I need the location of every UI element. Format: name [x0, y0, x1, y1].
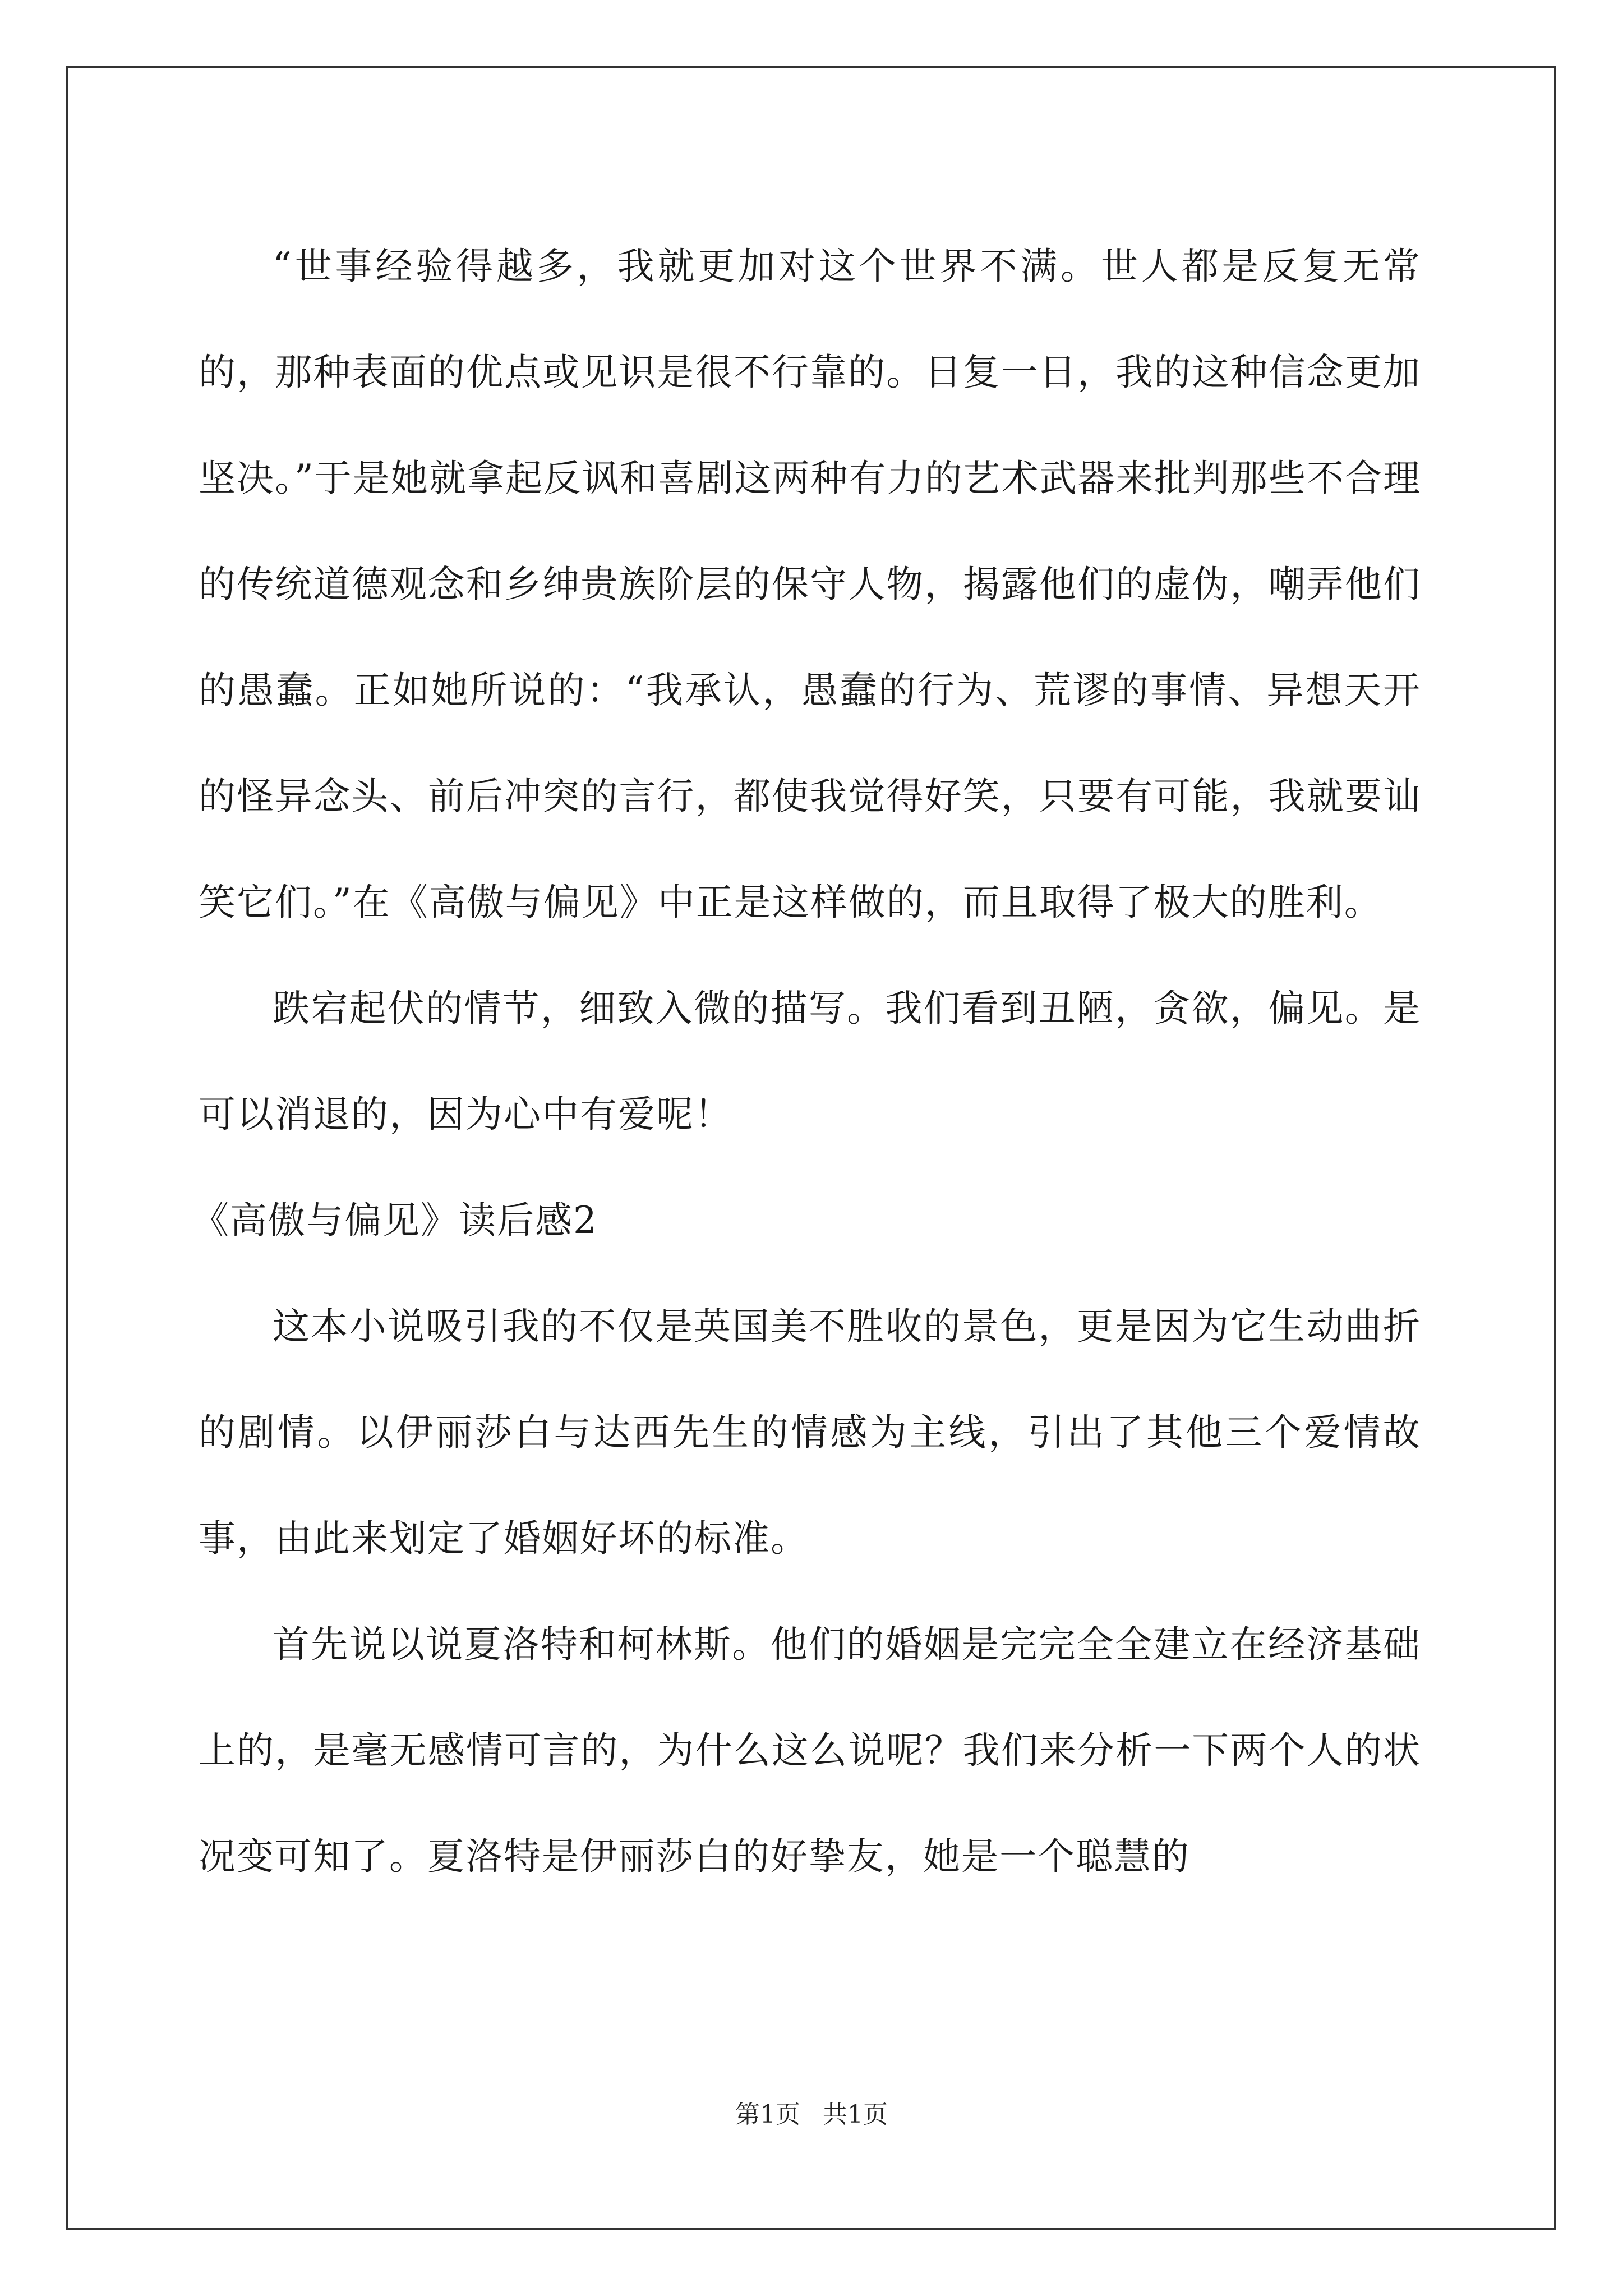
paragraph-3: 这本小说吸引我的不仅是英国美不胜收的景色，更是因为它生动曲折的剧情。以伊丽莎白与达西先生的情感为主线，引出了其他三个爱情故事，由此来划定了婚姻好坏的标准。: [199, 1305, 1421, 1560]
page-footer: [0, 2098, 1623, 2132]
paragraph-2: 跌宕起伏的情节，细致入微的描写。我们看到丑陋，贪欲，偏见。是可以消退的，因为心中有爱呢！: [199, 987, 1421, 1136]
page-number: 第1页: [735, 2100, 800, 2129]
paragraph-4: 首先说以说夏洛特和柯林斯。他们的婚姻是完完全全建立在经济基础上的，是毫无感情可言的，为什么这么说呢？我们来分析一下两个人的状况变可知了。夏洛特是伊丽莎白的好挚友，她是一个聪慧的: [199, 1623, 1421, 1878]
document-body: [192, 213, 1421, 1910]
section-heading: 《高傲与偏见》读后感2: [192, 1199, 598, 1242]
paragraph-1: “世事经验得越多，我就更加对这个世界不满。世人都是反复无常的，那种表面的优点或见识是很不行靠的。日复一日，我的这种信念更加坚决。”于是她就拿起反讽和喜剧这两种有力的艺术武器来批判那些不合理的传统道德观念和乡绅贵族阶层的保守人物，揭露他们的虚伪，嘲弄他们的愚蠢。正如她所说的：“我承认，愚蠢的行为、荒谬的事情、异想天开的怪异念头、前后冲突的言行，都使我觉得好笑，只要有可能，我就要讪笑它们。”在《高傲与偏见》中正是这样做的，而且取得了极大的胜利。: [199, 245, 1421, 924]
page-total: 共1页: [823, 2100, 888, 2129]
